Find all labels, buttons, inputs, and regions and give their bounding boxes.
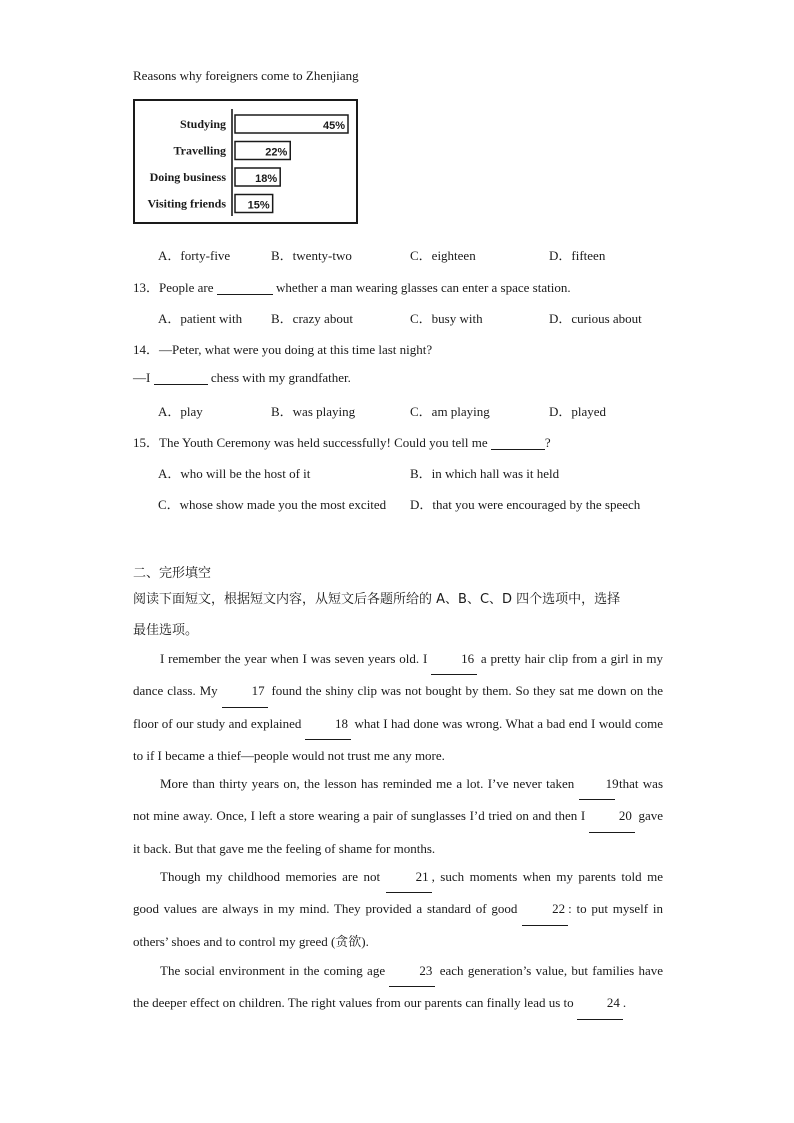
q14-option-c[interactable] [410, 401, 490, 420]
stem-text: The Youth Ceremony was held successfully! Could you tell me [159, 435, 488, 450]
option-text: in which hall was it held [431, 466, 560, 481]
blank-19[interactable]: 19 [579, 768, 615, 800]
stem-text: whether a man wearing glasses can enter a space station. [276, 280, 571, 295]
blank-16[interactable]: 16 [431, 643, 477, 675]
bar-chart [133, 99, 358, 224]
question-number: 15． [133, 435, 160, 450]
option-letter: C． [410, 311, 432, 326]
data-label: 22% [265, 146, 288, 159]
category-label: Visiting friends [147, 196, 226, 211]
passage-text: that was not mine away. Once, I left a store wearing a pair of sunglasses I’d tried on and then I [133, 776, 664, 824]
option-letter: C． [410, 404, 432, 419]
passage-text: found the shiny clip was not bought by them. So they sat me down on the floor of our study and explained [133, 683, 664, 731]
data-label: 45% [322, 120, 345, 132]
q13-stem [133, 277, 571, 296]
option-letter: D． [549, 248, 572, 263]
passage-text: Though my childhood memories are not [160, 869, 381, 884]
question-number: 14． [133, 342, 160, 357]
option-letter: A． [158, 311, 181, 326]
answer-blank[interactable] [491, 436, 545, 450]
q14-option-a[interactable] [158, 401, 203, 420]
section-heading: 二、完形填空 [133, 566, 212, 581]
option-text: patient with [180, 311, 243, 326]
option-text: played [571, 404, 607, 419]
q12-option-a[interactable] [158, 245, 230, 264]
bar-chart-svg [135, 101, 356, 222]
option-letter: B． [410, 466, 432, 481]
option-letter: B． [271, 404, 293, 419]
option-text: twenty-two [292, 248, 352, 263]
stem-text: People are [159, 280, 214, 295]
option-letter: D． [410, 497, 433, 512]
option-text: that you were encouraged by the speech [432, 497, 641, 512]
q13-option-b[interactable] [271, 308, 353, 327]
q15-option-d[interactable] [410, 494, 640, 513]
passage-paragraph-1 [133, 643, 663, 771]
answer-blank[interactable] [217, 281, 273, 295]
option-text: crazy about [292, 311, 353, 326]
q15-stem [133, 432, 551, 451]
section-instruction-cont: 最佳选项。 [133, 623, 199, 638]
passage-text: what I had done was wrong. What a bad end I would come to if I became a thief—people would not trust me any more. [133, 715, 664, 763]
passage-text: The social environment in the coming age [160, 963, 386, 978]
stem-text: chess with my grandfather. [210, 370, 351, 385]
passage-text: each generation’s value, but families have the deeper effect on children. The right values from our parents can finally lead us to [133, 963, 664, 1011]
option-letter: C． [410, 248, 432, 263]
blank-23[interactable]: 23 [389, 955, 435, 987]
stem-text: —Peter, what were you doing at this time last night? [159, 342, 433, 357]
q12-option-d[interactable] [549, 245, 605, 264]
question-number: 13． [133, 280, 160, 295]
option-letter: D． [549, 311, 572, 326]
q12-option-c[interactable] [410, 245, 476, 264]
blank-18[interactable]: 18 [305, 708, 351, 740]
section-instruction: 阅读下面短文，根据短文内容，从短文后各题所给的 A、B、C、D 四个选项中，选择 [133, 592, 621, 607]
option-text: eighteen [431, 248, 476, 263]
q15-option-a[interactable] [158, 463, 310, 482]
q14-option-b[interactable] [271, 401, 355, 420]
option-letter: A． [158, 466, 181, 481]
option-text: fifteen [571, 248, 606, 263]
option-letter: B． [271, 248, 293, 263]
option-text: play [180, 404, 203, 419]
passage-text: , such moments when my parents told me good values are always in my mind. They provided a standard of good [133, 869, 664, 917]
category-label: Doing business [149, 170, 226, 184]
chart-title: Reasons why foreigners come to Zhenjiang [133, 68, 359, 83]
passage-text: gave it back. But that gave me the feeling of shame for months. [133, 808, 664, 856]
passage-paragraph-4 [133, 955, 663, 1020]
option-text: was playing [292, 404, 356, 419]
option-text: busy with [431, 311, 483, 326]
q14-option-d[interactable] [549, 401, 606, 420]
passage-paragraph-3 [133, 861, 663, 957]
q15-option-b[interactable] [410, 463, 559, 482]
passage-text: : to put myself in others’ shoes and to control my greed (贪欲). [133, 901, 664, 949]
blank-17[interactable]: 17 [222, 675, 268, 707]
q12-option-b[interactable] [271, 245, 352, 264]
passage-paragraph-2 [133, 768, 663, 864]
blank-21[interactable]: 21 [386, 861, 432, 893]
blank-20[interactable]: 20 [589, 800, 635, 832]
q13-option-d[interactable] [549, 308, 642, 327]
blank-24[interactable]: 24 [577, 987, 623, 1019]
stem-text: ? [544, 435, 551, 450]
option-text: am playing [431, 404, 490, 419]
option-text: whose show made you the most excited [179, 497, 387, 512]
passage-text: a pretty hair clip from a girl in my dance class. My [133, 651, 663, 699]
q15-option-c[interactable] [158, 494, 386, 513]
passage-text: . [622, 995, 627, 1011]
category-label: Travelling [173, 143, 226, 158]
passage-text: More than thirty years on, the lesson has reminded me a lot. I’ve never taken [160, 776, 575, 791]
option-text: who will be the host of it [180, 466, 311, 481]
q13-option-a[interactable] [158, 308, 242, 327]
option-text: forty-five [180, 248, 231, 263]
option-text: curious about [571, 311, 642, 326]
q14-answer-line [133, 370, 351, 386]
option-letter: C． [158, 497, 180, 512]
blank-22[interactable]: 22 [522, 893, 568, 925]
q14-stem [133, 339, 432, 358]
option-letter: A． [158, 248, 181, 263]
data-label: 15% [247, 199, 270, 212]
option-letter: A． [158, 404, 181, 419]
category-label: Studying [179, 117, 226, 131]
option-letter: B． [271, 311, 293, 326]
answer-blank[interactable] [154, 371, 208, 385]
option-letter: D． [549, 404, 572, 419]
stem-text: —I [133, 370, 151, 385]
q13-option-c[interactable] [410, 308, 483, 327]
data-label: 18% [255, 173, 278, 185]
passage-text: I remember the year when I was seven years old. I [160, 651, 428, 666]
